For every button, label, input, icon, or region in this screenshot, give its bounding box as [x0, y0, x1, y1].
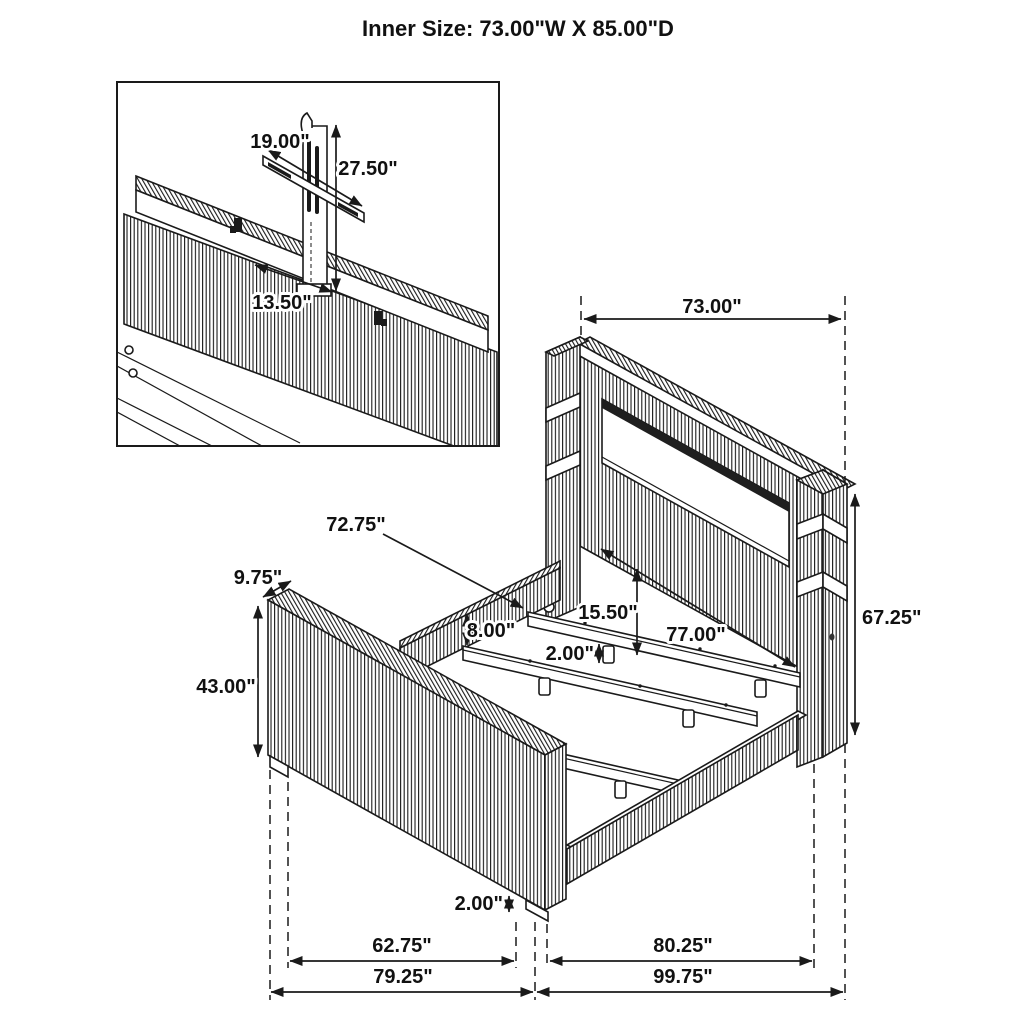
dim-footboard-height: 43.00" [196, 676, 256, 698]
dim-footboard-depth: 9.75" [233, 567, 283, 589]
page-title: Inner Size: 73.00"W X 85.00"D [362, 16, 674, 41]
rail-leg [615, 781, 626, 798]
dim-platform-height: 15.50" [578, 602, 638, 624]
dim-headboard-height: 67.25" [862, 607, 922, 629]
headboard-right-post [797, 470, 847, 767]
dim-headboard-outer-span: 99.75" [653, 966, 713, 988]
dim-headboard-width: 73.00" [682, 296, 742, 318]
dim-headboard-inner-span: 80.25" [653, 935, 713, 957]
front-side-rail [567, 711, 806, 884]
rail-leg [539, 678, 550, 695]
rail-leg [683, 710, 694, 727]
dim-slat-rail-thickness: 2.00" [545, 643, 594, 665]
bolt-hole [830, 634, 835, 641]
dim-center-support-height: 27.50" [338, 158, 398, 180]
dim-inner-depth: 77.00" [666, 624, 726, 646]
dim-slat-rail-length: 72.75" [326, 514, 386, 536]
dim-footboard-outer-span: 79.25" [373, 966, 433, 988]
dim-footboard-inner-span: 62.75" [372, 935, 432, 957]
dim-foot-height: 2.00" [454, 893, 503, 915]
dim-side-rail-height: 8.00" [466, 620, 516, 642]
rail-leg [755, 680, 766, 697]
inset-detail [117, 82, 499, 462]
footboard-end-post [545, 744, 566, 910]
rail-leg [603, 646, 614, 663]
dim-bracket-offset: 13.50" [252, 292, 312, 314]
dim-support-rail-length: 19.00" [250, 131, 310, 153]
